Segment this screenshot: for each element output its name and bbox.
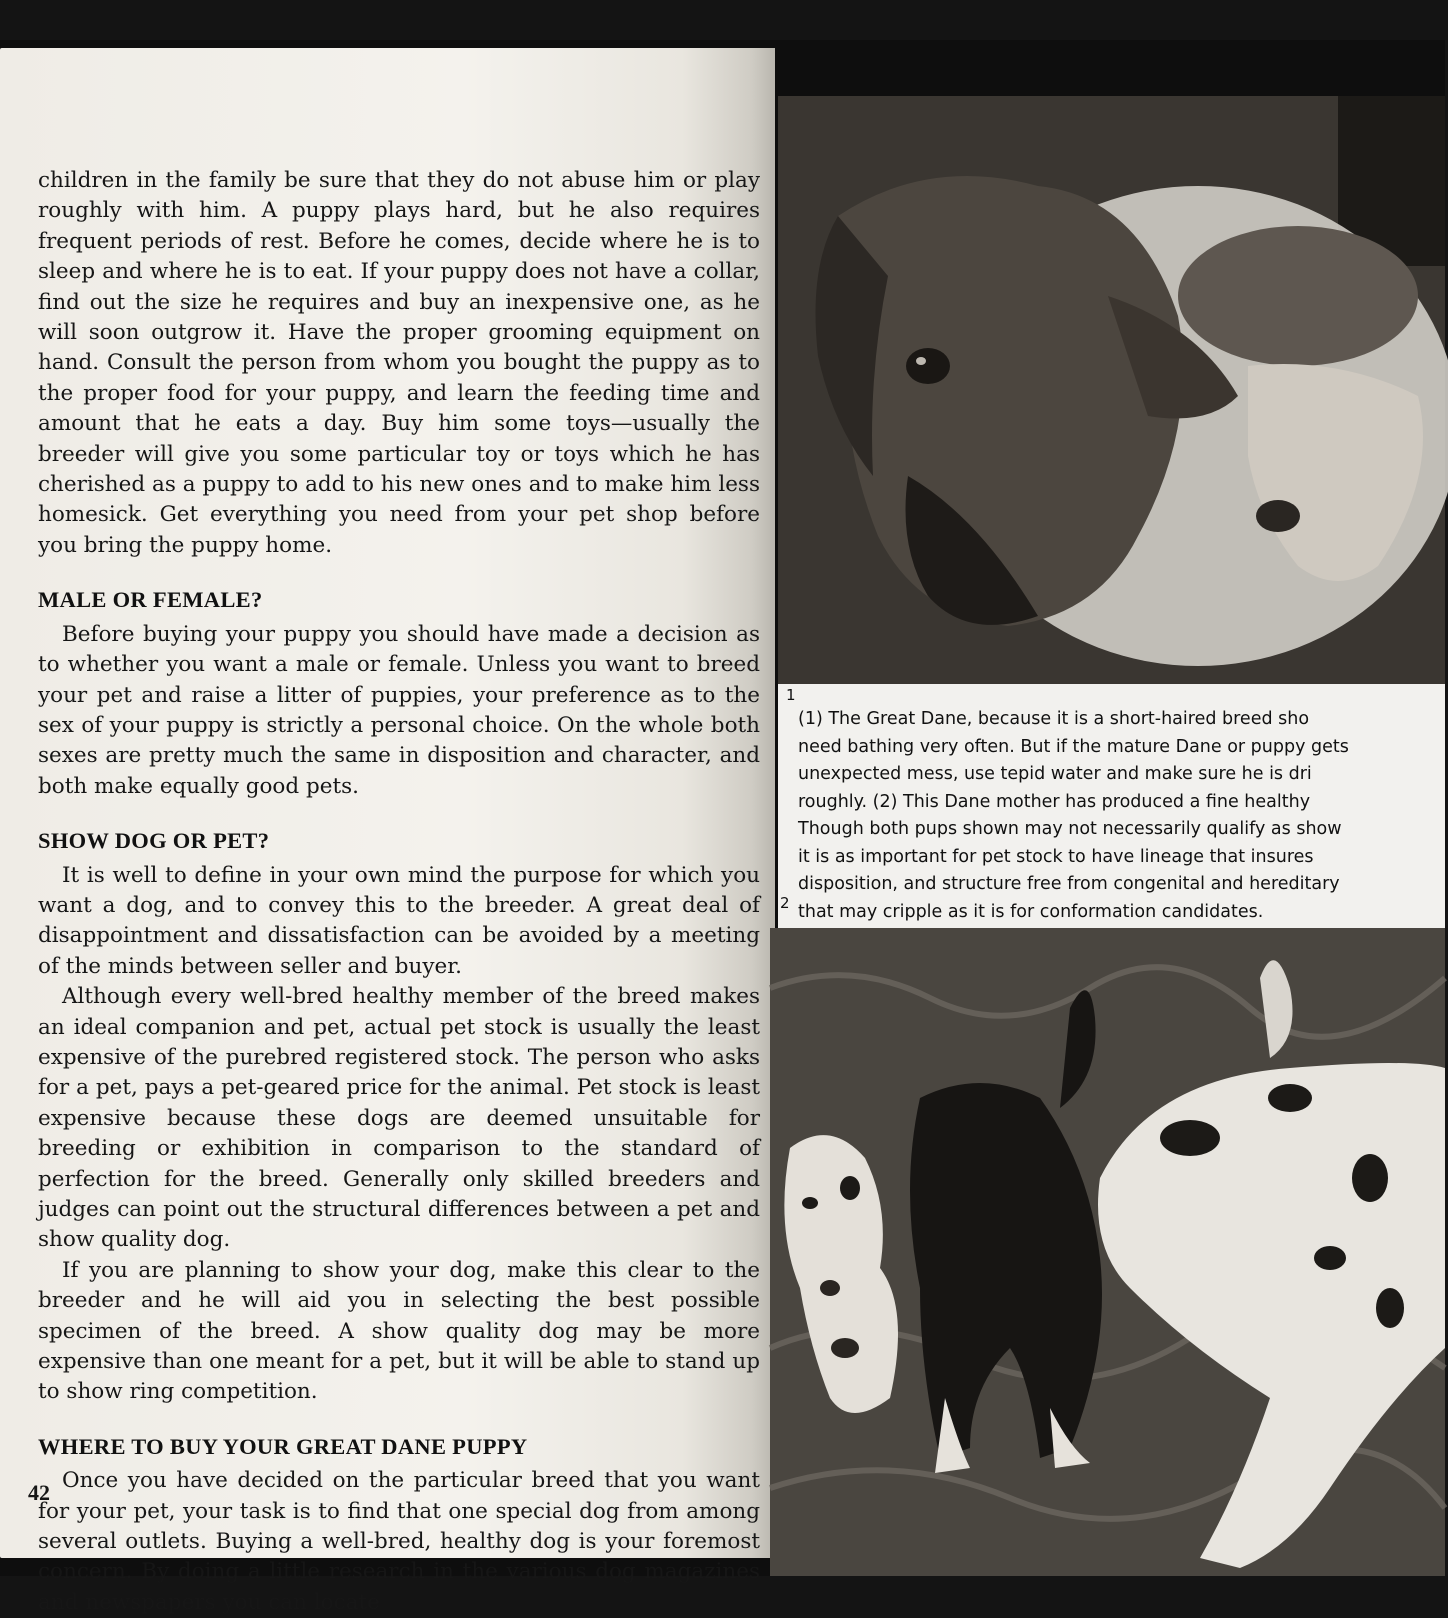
where-to-buy-paragraph: Once you have decided on the particular breed that you want for your pet, your task is to find that one special dog from among several outlets. Buying a well-bred, healthy dog is your foremost concern. By doing a little research in the various dog magazines and newspapers you can locate [38,1468,760,1615]
dogs-on-rug-illustration [770,928,1445,1576]
caption-line: roughly. (2) This Dane mother has produced a fine healthy [798,791,1311,812]
heading-show-dog-or-pet: SHOW DOG OR PET? [38,828,270,854]
heading-male-or-female: MALE OR FEMALE? [38,587,263,613]
dane-mother-and-pups-photo [770,928,1445,1576]
figure-number-2: 2 [780,894,790,912]
caption-line: (1) The Great Dane, because it is a short-haired breed sho [798,709,1310,729]
caption-line: need bathing very often. But if the mature Dane or puppy gets [798,736,1349,757]
male-female-paragraph: Before buying your puppy you should have made a decision as to whether you want a male or female. Unless you want to breed your pet and raise a litter of puppies, your preference as to the sex of your puppy is strictly a personal choice. On the whole both sexes are pretty much the same in disposition and character, and both make equally good pets. [38,621,760,799]
caption-line: it is as important for pet stock to have lineage that insures [798,846,1314,867]
caption-line: disposition, and structure free from congenital and hereditary [798,874,1340,894]
puppy-head-illustration [778,96,1445,684]
show-dog-paragraph-2: Although every well-bred healthy member of the breed makes an ideal companion and pet, actual pet stock is usually the least expensive of the purebred registered stock. The person who asks for a pet, pays a pet-geared price for the animal. Pet stock is least expensive because these dogs are deemed unsuitable for breeding or exhibition in comparison to the standard of perfection for the breed. Generally only skilled breeders and judges can point out the structural differences between a pet and show quality dog. [38,984,760,1253]
open-book [0,40,1445,1615]
intro-paragraph: children in the family be sure that they do not abuse him or play roughly with him. A puppy plays hard, but he also requires frequent periods of rest. Before he comes, decide where he is to sleep and where he is to eat. If your puppy does not have a collar, find out the size he requires and buy an inexpensive one, as he will soon outgrow it. Have the proper grooming equipment on hand. Consult the person from whom you bought the puppy as to the proper food for your puppy, and learn the feeding time and amount that he eats a day. Buy him some toys—usually the breeder will give you some particular toy or toys which he has cherished as a puppy to add to his new ones and to make him less homesick. Get everything you need from your pet shop before you bring the puppy home. [38,168,760,558]
show-dog-paragraph-3: If you are planning to show your dog, make this clear to the breeder and he will aid you in selecting the best possible specimen of the breed. A show quality dog may be more expensive than one meant for a pet, but it will be able to stand up to show ring competition. [38,1257,760,1405]
left-page [0,48,775,1615]
caption-line: Though both pups shown may not necessarily qualify as show [798,819,1342,839]
caption-line: unexpected mess, use tepid water and make sure he is dri [798,764,1312,784]
right-page [778,96,1445,1576]
caption-line: that may cripple as it is for conformation candidates. [798,901,1264,922]
figure-number-1: 1 [786,686,796,704]
left-page-text [38,166,760,1618]
photo-caption [798,706,1448,926]
show-dog-paragraph-1: It is well to define in your own mind the purpose for which you want a dog, and to convey this to the breeder. A great deal of disappointment and dissatisfaction can be avoided by a meeting of the minds between seller and buyer. [38,862,760,979]
page-number: 42 [28,1480,50,1505]
heading-where-to-buy: WHERE TO BUY YOUR GREAT DANE PUPPY [38,1433,528,1459]
great-dane-puppy-photo [778,96,1445,684]
